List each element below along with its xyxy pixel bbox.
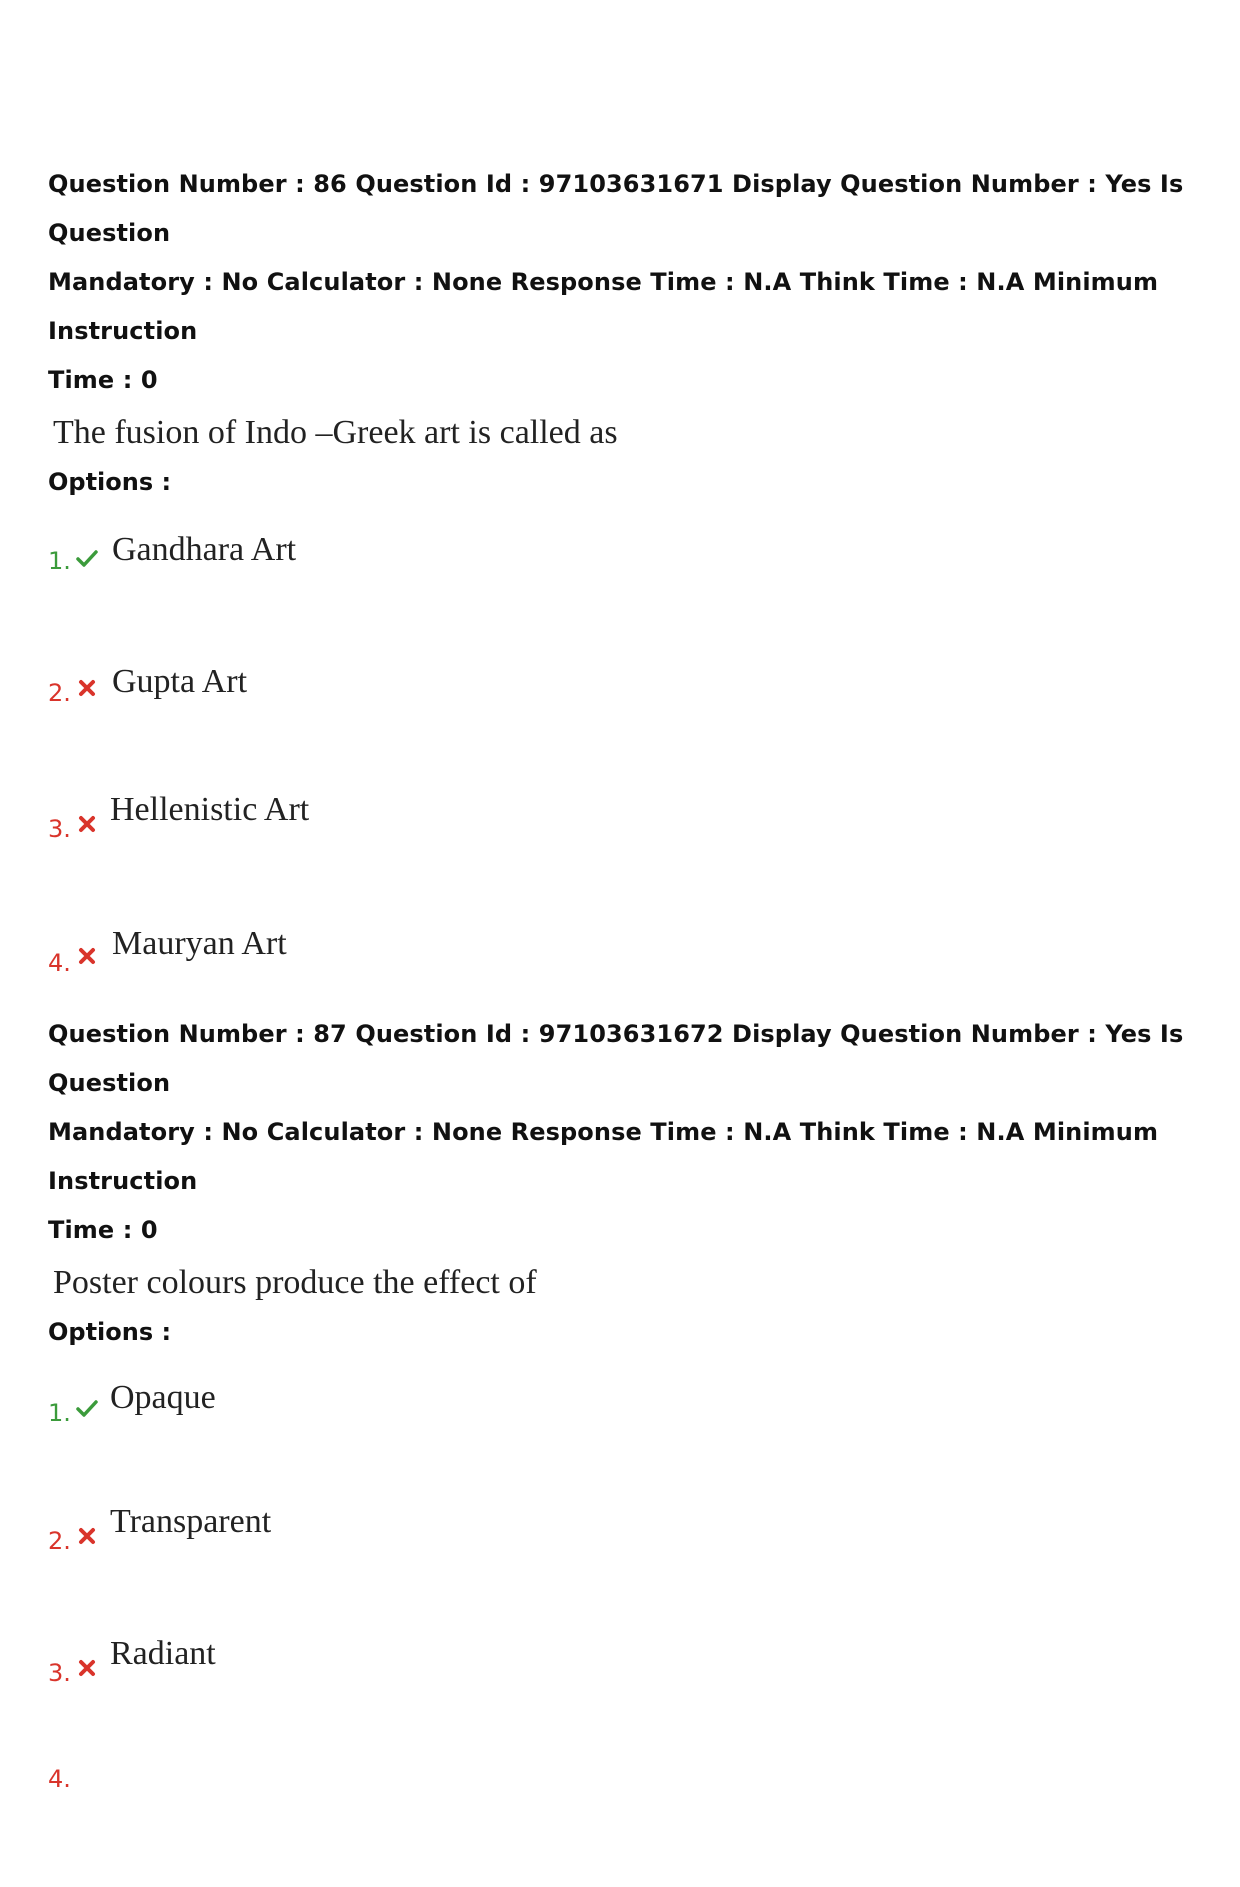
question-86 [48, 160, 1208, 1037]
cross-icon [76, 813, 98, 835]
option-1 [48, 509, 1208, 641]
option-2 [48, 641, 1208, 773]
option-text: Transparent [110, 1503, 272, 1540]
question-87 [48, 1010, 1208, 1887]
option-4 [48, 1755, 1208, 1887]
option-text: Radiant [110, 1635, 216, 1672]
check-icon [76, 547, 98, 569]
option-number: 4. [48, 1765, 71, 1793]
option-number: 3. [48, 815, 71, 843]
cross-icon [76, 1525, 98, 1547]
option-number: 2. [48, 1527, 71, 1555]
option-text: Opaque [110, 1379, 216, 1416]
option-number: 1. [48, 1399, 71, 1427]
option-number: 1. [48, 547, 71, 575]
option-2 [48, 1491, 1208, 1623]
question-stem: Poster colours produce the effect of [53, 1264, 537, 1301]
cross-icon [76, 677, 98, 699]
cross-icon [76, 945, 98, 967]
option-3 [48, 773, 1208, 905]
option-number: 3. [48, 1659, 71, 1687]
option-text: Gupta Art [112, 663, 248, 700]
option-1 [48, 1359, 1208, 1491]
question-meta-line-2: Mandatory : No Calculator : None Response Time : N.A Think Time : N.A Minimum Instruction [48, 268, 1159, 345]
option-text: Mauryan Art [112, 925, 287, 962]
question-stem: The fusion of Indo –Greek art is called as [53, 414, 618, 451]
question-meta-line-3: Time : 0 [48, 1216, 158, 1244]
question-meta-line-1: Question Number : 87 Question Id : 97103631672 Display Question Number : Yes Is Question [48, 1020, 1184, 1097]
option-3 [48, 1623, 1208, 1755]
option-number: 4. [48, 949, 71, 977]
option-text: Gandhara Art [112, 531, 297, 568]
option-text: Hellenistic Art [110, 791, 310, 828]
cross-icon [76, 1657, 98, 1679]
check-icon [76, 1397, 98, 1419]
question-meta-line-2: Mandatory : No Calculator : None Response Time : N.A Think Time : N.A Minimum Instruction [48, 1118, 1159, 1195]
options-label: Options : [48, 468, 172, 496]
option-number: 2. [48, 679, 71, 707]
question-meta-line-1: Question Number : 86 Question Id : 97103631671 Display Question Number : Yes Is Question [48, 170, 1184, 247]
question-meta-line-3: Time : 0 [48, 366, 158, 394]
options-label: Options : [48, 1318, 172, 1346]
